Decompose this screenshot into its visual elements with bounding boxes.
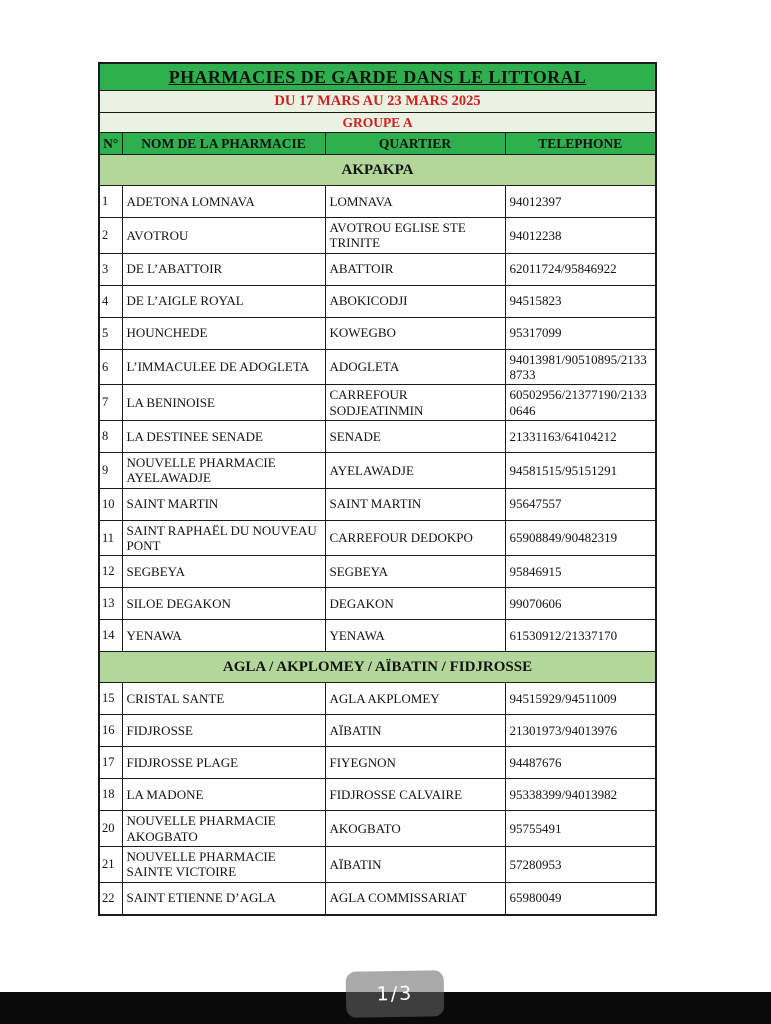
pharmacy-name: FIDJROSSE PLAGE bbox=[122, 747, 325, 779]
row-number: 13 bbox=[99, 588, 122, 620]
quartier: KOWEGBO bbox=[325, 317, 505, 349]
pharmacy-name: L’IMMACULEE DE ADOGLETA bbox=[122, 349, 325, 385]
pharmacy-name: SEGBEYA bbox=[122, 556, 325, 588]
table-row bbox=[99, 488, 656, 520]
table-row bbox=[99, 620, 656, 652]
column-header-telephone: TELEPHONE bbox=[505, 133, 656, 155]
pharmacy-name: SAINT MARTIN bbox=[122, 488, 325, 520]
pharmacy-name: DE L’AIGLE ROYAL bbox=[122, 285, 325, 317]
table-row bbox=[99, 779, 656, 811]
quartier: CARREFOUR DEDOKPO bbox=[325, 520, 505, 556]
date-range: DU 17 MARS AU 23 MARS 2025 bbox=[99, 91, 656, 113]
table-row bbox=[99, 882, 656, 915]
table-row bbox=[99, 385, 656, 421]
telephone: 65980049 bbox=[505, 882, 656, 915]
quartier: AÏBATIN bbox=[325, 715, 505, 747]
group-row bbox=[99, 113, 656, 133]
quartier: SEGBEYA bbox=[325, 556, 505, 588]
quartier: ADOGLETA bbox=[325, 349, 505, 385]
row-number: 10 bbox=[99, 488, 122, 520]
row-number: 9 bbox=[99, 452, 122, 488]
telephone: 94013981/90510895/21338733 bbox=[505, 349, 656, 385]
date-range-row bbox=[99, 91, 656, 113]
quartier: SAINT MARTIN bbox=[325, 488, 505, 520]
row-number: 1 bbox=[99, 186, 122, 218]
table-row bbox=[99, 349, 656, 385]
pharmacy-name: NOUVELLE PHARMACIE AKOGBATO bbox=[122, 811, 325, 847]
quartier: DEGAKON bbox=[325, 588, 505, 620]
row-number: 21 bbox=[99, 846, 122, 882]
quartier: AGLA AKPLOMEY bbox=[325, 683, 505, 715]
pharmacy-name: ADETONA LOMNAVA bbox=[122, 186, 325, 218]
row-number: 15 bbox=[99, 683, 122, 715]
column-header-quartier: QUARTIER bbox=[325, 133, 505, 155]
telephone: 61530912/21337170 bbox=[505, 620, 656, 652]
telephone: 99070606 bbox=[505, 588, 656, 620]
table-title-cell bbox=[99, 63, 656, 91]
table-row bbox=[99, 811, 656, 847]
row-number: 17 bbox=[99, 747, 122, 779]
page-title: PHARMACIES DE GARDE DANS LE LITTORAL bbox=[168, 66, 587, 87]
telephone: 95647557 bbox=[505, 488, 656, 520]
telephone: 95317099 bbox=[505, 317, 656, 349]
row-number: 14 bbox=[99, 620, 122, 652]
telephone: 57280953 bbox=[505, 846, 656, 882]
table-row bbox=[99, 317, 656, 349]
telephone: 95338399/94013982 bbox=[505, 779, 656, 811]
quartier: AVOTROU EGLISE STE TRINITE bbox=[325, 218, 505, 254]
quartier: FIDJROSSE CALVAIRE bbox=[325, 779, 505, 811]
row-number: 16 bbox=[99, 715, 122, 747]
table-row bbox=[99, 253, 656, 285]
table-row bbox=[99, 452, 656, 488]
table-row bbox=[99, 715, 656, 747]
quartier: AÏBATIN bbox=[325, 846, 505, 882]
section-header-row bbox=[99, 155, 656, 186]
row-number: 7 bbox=[99, 385, 122, 421]
row-number: 20 bbox=[99, 811, 122, 847]
quartier: ABATTOIR bbox=[325, 253, 505, 285]
column-header-row bbox=[99, 133, 656, 155]
quartier: YENAWA bbox=[325, 620, 505, 652]
group-label: GROUPE A bbox=[99, 113, 656, 133]
row-number: 3 bbox=[99, 253, 122, 285]
pharmacy-name: YENAWA bbox=[122, 620, 325, 652]
quartier: ABOKICODJI bbox=[325, 285, 505, 317]
telephone: 94581515/95151291 bbox=[505, 452, 656, 488]
telephone: 94515929/94511009 bbox=[505, 683, 656, 715]
pharmacy-name: LA DESTINEE SENADE bbox=[122, 420, 325, 452]
table-row bbox=[99, 186, 656, 218]
pharmacy-name: NOUVELLE PHARMACIE AYELAWADJE bbox=[122, 452, 325, 488]
pharmacy-name: LA BENINOISE bbox=[122, 385, 325, 421]
table-row bbox=[99, 556, 656, 588]
quartier: AGLA COMMISSARIAT bbox=[325, 882, 505, 915]
pharmacy-name: LA MADONE bbox=[122, 779, 325, 811]
pharmacy-name: NOUVELLE PHARMACIE SAINTE VICTOIRE bbox=[122, 846, 325, 882]
table-row bbox=[99, 218, 656, 254]
row-number: 12 bbox=[99, 556, 122, 588]
quartier: SENADE bbox=[325, 420, 505, 452]
row-number: 22 bbox=[99, 882, 122, 915]
pharmacy-duty-table bbox=[98, 62, 657, 916]
quartier: FIYEGNON bbox=[325, 747, 505, 779]
table-title-row bbox=[99, 63, 656, 91]
row-number: 18 bbox=[99, 779, 122, 811]
column-header-num: N° bbox=[99, 133, 122, 155]
pharmacy-name: SILOE DEGAKON bbox=[122, 588, 325, 620]
telephone: 94487676 bbox=[505, 747, 656, 779]
row-number: 6 bbox=[99, 349, 122, 385]
pharmacy-name: DE L’ABATTOIR bbox=[122, 253, 325, 285]
section-title: AKPAKPA bbox=[99, 155, 656, 186]
row-number: 5 bbox=[99, 317, 122, 349]
telephone: 94012397 bbox=[505, 186, 656, 218]
telephone: 95755491 bbox=[505, 811, 656, 847]
row-number: 11 bbox=[99, 520, 122, 556]
section-title: AGLA / AKPLOMEY / AÏBATIN / FIDJROSSE bbox=[99, 652, 656, 683]
pharmacy-name: AVOTROU bbox=[122, 218, 325, 254]
pharmacy-name: SAINT ETIENNE D’AGLA bbox=[122, 882, 325, 915]
telephone: 60502956/21377190/21330646 bbox=[505, 385, 656, 421]
pharmacy-name: FIDJROSSE bbox=[122, 715, 325, 747]
table-row bbox=[99, 747, 656, 779]
column-header-name: NOM DE LA PHARMACIE bbox=[122, 133, 325, 155]
pharmacy-name: CRISTAL SANTE bbox=[122, 683, 325, 715]
telephone: 65908849/90482319 bbox=[505, 520, 656, 556]
table-row bbox=[99, 846, 656, 882]
section-header-row bbox=[99, 652, 656, 683]
table-row bbox=[99, 285, 656, 317]
quartier: CARREFOUR SODJEATINMIN bbox=[325, 385, 505, 421]
table-row bbox=[99, 420, 656, 452]
pharmacy-name: HOUNCHEDE bbox=[122, 317, 325, 349]
telephone: 95846915 bbox=[505, 556, 656, 588]
telephone: 94012238 bbox=[505, 218, 656, 254]
telephone: 94515823 bbox=[505, 285, 656, 317]
quartier: LOMNAVA bbox=[325, 186, 505, 218]
row-number: 2 bbox=[99, 218, 122, 254]
row-number: 4 bbox=[99, 285, 122, 317]
page-indicator-badge: 1/3 bbox=[346, 970, 445, 1018]
quartier: AYELAWADJE bbox=[325, 452, 505, 488]
table-row bbox=[99, 588, 656, 620]
row-number: 8 bbox=[99, 420, 122, 452]
pharmacy-name: SAINT RAPHAËL DU NOUVEAU PONT bbox=[122, 520, 325, 556]
quartier: AKOGBATO bbox=[325, 811, 505, 847]
table-body bbox=[99, 155, 656, 915]
table-row bbox=[99, 683, 656, 715]
table-row bbox=[99, 520, 656, 556]
telephone: 21331163/64104212 bbox=[505, 420, 656, 452]
telephone: 62011724/95846922 bbox=[505, 253, 656, 285]
telephone: 21301973/94013976 bbox=[505, 715, 656, 747]
